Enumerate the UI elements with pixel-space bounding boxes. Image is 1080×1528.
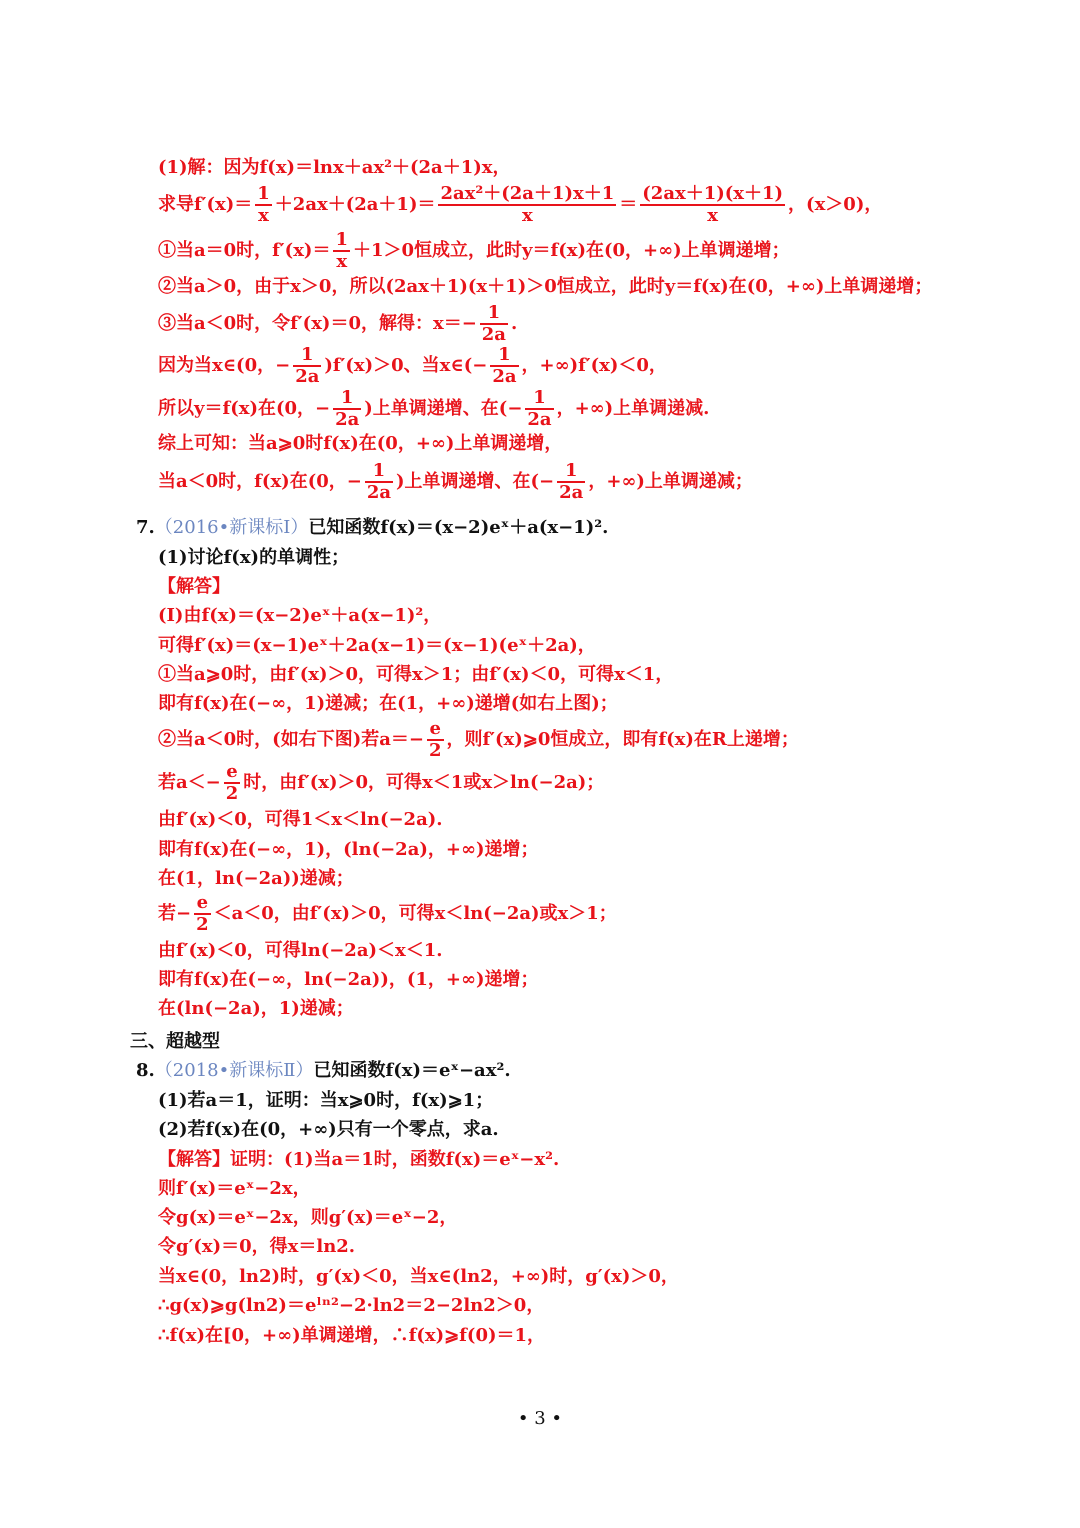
q7-sol-line-8: 即有f(x)在(−∞，1)，(ln(−2a)，+∞)递增； bbox=[158, 839, 539, 860]
numerator: 1 bbox=[557, 461, 585, 483]
sol6-line-6 bbox=[158, 343, 667, 389]
denominator: 2 bbox=[428, 740, 442, 761]
q7-sol-line-5 bbox=[158, 717, 799, 763]
numerator: 1 bbox=[525, 388, 553, 410]
sol6-line-9 bbox=[158, 459, 753, 505]
q8-part2: (2)若f(x)在(0，+∞)只有一个零点，求a. bbox=[158, 1119, 499, 1140]
q8-stem-line bbox=[136, 1059, 511, 1083]
denominator: 2a bbox=[335, 409, 360, 430]
numerator: 1 bbox=[333, 388, 361, 410]
q8-sol-line-6: ∴g(x)⩾g(ln2)＝eˡⁿ²−2·ln2＝2−2ln2＞0， bbox=[158, 1295, 545, 1316]
denominator: 2a bbox=[559, 482, 584, 503]
q8-sol-line-2: 则f′(x)＝eˣ−2x， bbox=[158, 1178, 311, 1199]
q7-sol-line-12: 即有f(x)在(−∞，ln(−2a))，(1，+∞)递增； bbox=[158, 969, 539, 990]
text: )上单调递增、在(− bbox=[396, 471, 555, 492]
text: ，则f′(x)⩾0恒成立，即有f(x)在R上递增； bbox=[446, 729, 799, 750]
text: ，+∞)上单调递减； bbox=[588, 471, 753, 492]
numerator: 1 bbox=[335, 229, 348, 250]
denominator: 2a bbox=[527, 409, 552, 430]
denominator: 2a bbox=[366, 482, 392, 503]
section-heading: 三、超越型 bbox=[130, 1031, 220, 1052]
text: 求导f′(x)＝ bbox=[158, 194, 253, 215]
q7-sol-line-4: 即有f(x)在(−∞，1)递减；在(1，+∞)递增(如右上图)； bbox=[158, 693, 618, 714]
question-number: 8. bbox=[136, 1060, 155, 1081]
fraction bbox=[194, 893, 211, 935]
q8-sol-line-7: ∴f(x)在[0，+∞)单调递增，∴f(x)⩾f(0)＝1， bbox=[158, 1325, 546, 1346]
q7-sol-line-9: 在(1，ln(−2a))递减； bbox=[158, 868, 354, 889]
numerator: 1 bbox=[257, 183, 270, 204]
numerator: 2ax²＋(2a＋1)x＋1 bbox=[440, 183, 615, 204]
denominator: 2a bbox=[481, 324, 506, 345]
text: 若− bbox=[158, 903, 192, 924]
denominator: 2 bbox=[225, 783, 239, 804]
text: 时，由f′(x)＞0，可得x＜1或x＞ln(−2a)； bbox=[243, 772, 605, 793]
denominator: 2a bbox=[492, 366, 517, 387]
q7-sol-line-2: 可得f′(x)＝(x−1)eˣ＋2a(x−1)＝(x−1)(eˣ＋2a)， bbox=[158, 635, 596, 656]
fraction bbox=[333, 230, 350, 272]
numerator: 1 bbox=[293, 345, 321, 367]
q8-part1: (1)若a＝1，证明：当x⩾0时，f(x)⩾1； bbox=[158, 1090, 494, 1111]
fraction bbox=[557, 461, 585, 503]
denominator: 2a bbox=[295, 366, 320, 387]
page-number: • 3 • bbox=[517, 1408, 563, 1429]
sol6-line-8: 综上可知：当a⩾0时f(x)在(0，+∞)上单调递增， bbox=[158, 433, 563, 454]
text: 若a＜− bbox=[158, 772, 221, 793]
sol6-line-2 bbox=[158, 182, 882, 228]
numerator: e bbox=[224, 762, 241, 784]
question-source: （2018•新课标Ⅱ） bbox=[154, 1060, 314, 1081]
text: )上单调递增、在(− bbox=[364, 398, 523, 419]
q8-sol-line-1: 【解答】证明：(1)当a＝1时，函数f(x)＝eˣ−x². bbox=[158, 1149, 560, 1170]
q7-sol-line-13: 在(ln(−2a)，1)递减； bbox=[158, 998, 354, 1019]
q7-sol-line-1: (Ⅰ)由f(x)＝(x−2)eˣ＋a(x−1)²， bbox=[158, 605, 442, 626]
q7-sol-line-11: 由f′(x)＜0，可得ln(−2a)＜x＜1. bbox=[158, 940, 443, 961]
text: 因为当x∈(0，− bbox=[158, 355, 291, 376]
numerator: 1 bbox=[365, 461, 393, 483]
q7-part1: (1)讨论f(x)的单调性； bbox=[158, 547, 350, 568]
text: ，+∞)f′(x)＜0， bbox=[521, 355, 667, 376]
text: ＋1＞0恒成立，此时y＝f(x)在(0，+∞)上单调递增； bbox=[352, 240, 790, 261]
denominator: x bbox=[258, 205, 269, 226]
text: ＋2ax＋(2a＋1)＝ bbox=[274, 194, 436, 215]
q8-sol-line-4: 令g′(x)＝0，得x＝ln2. bbox=[158, 1236, 356, 1257]
text: )f′(x)＞0、当x∈(− bbox=[324, 355, 488, 376]
fraction bbox=[480, 303, 508, 345]
numerator: e bbox=[427, 719, 444, 741]
denominator: x bbox=[522, 205, 533, 226]
text: ＝ bbox=[619, 194, 638, 215]
text: ③当a＜0时，令f′(x)＝0，解得：x＝− bbox=[158, 313, 477, 334]
q7-sol-line-3: ①当a⩾0时，由f′(x)＞0，可得x＞1；由f′(x)＜0，可得x＜1， bbox=[158, 664, 674, 685]
fraction bbox=[293, 345, 321, 387]
fraction bbox=[438, 184, 616, 226]
numerator: e bbox=[194, 893, 211, 915]
fraction bbox=[490, 345, 518, 387]
denominator: x bbox=[336, 251, 348, 272]
text: 当a＜0时，f(x)在(0，− bbox=[158, 471, 362, 492]
sol6-line-7 bbox=[158, 386, 709, 432]
question-source: （2016•新课标Ⅰ） bbox=[154, 517, 309, 538]
denominator: 2 bbox=[196, 914, 209, 935]
text: ②当a＜0时，(如右下图)若a＝− bbox=[158, 729, 424, 750]
q7-answer-tag: 【解答】 bbox=[158, 576, 230, 597]
q7-sol-line-7: 由f′(x)＜0，可得1＜x＜ln(−2a). bbox=[158, 809, 443, 830]
q7-sol-line-6 bbox=[158, 760, 604, 806]
text: ①当a＝0时，f′(x)＝ bbox=[158, 240, 331, 261]
sol6-line-5 bbox=[158, 301, 517, 347]
text: ，(x＞0)， bbox=[788, 194, 883, 215]
text: ，+∞)上单调递减. bbox=[556, 398, 710, 419]
sol6-line-3 bbox=[158, 228, 790, 274]
sol6-line-4: ②当a＞0，由于x＞0，所以(2ax＋1)(x＋1)＞0恒成立，此时y＝f(x)在(0，+∞)上单调递增； bbox=[158, 276, 933, 297]
q7-sol-line-10 bbox=[158, 891, 617, 937]
numerator: 1 bbox=[480, 303, 508, 325]
fraction bbox=[640, 184, 785, 226]
fraction bbox=[525, 388, 553, 430]
fraction bbox=[427, 719, 444, 761]
denominator: x bbox=[707, 205, 719, 226]
text: 所以y＝f(x)在(0，− bbox=[158, 398, 331, 419]
text: ＜a＜0，由f′(x)＞0，可得x＜ln(−2a)或x＞1； bbox=[213, 903, 617, 924]
sol6-line-1: (1)解：因为f(x)＝lnx＋ax²＋(2a＋1)x， bbox=[158, 157, 511, 178]
fraction bbox=[365, 461, 393, 503]
text: . bbox=[510, 313, 518, 334]
q8-sol-line-3: 令g(x)＝eˣ−2x，则g′(x)＝eˣ−2， bbox=[158, 1207, 458, 1228]
q8-sol-line-5: 当x∈(0，ln2)时，g′(x)＜0，当x∈(ln2，+∞)时，g′(x)＞0， bbox=[158, 1266, 679, 1287]
q7-stem-line bbox=[136, 516, 608, 540]
fraction bbox=[333, 388, 361, 430]
question-number: 7. bbox=[136, 517, 155, 538]
numerator: 1 bbox=[490, 345, 518, 367]
numerator: (2ax＋1)(x＋1) bbox=[642, 183, 784, 204]
fraction bbox=[224, 762, 241, 804]
question-stem: 已知函数f(x)＝(x−2)eˣ＋a(x−1)². bbox=[308, 517, 609, 538]
fraction bbox=[255, 184, 272, 226]
question-stem: 已知函数f(x)＝eˣ−ax². bbox=[313, 1060, 511, 1081]
